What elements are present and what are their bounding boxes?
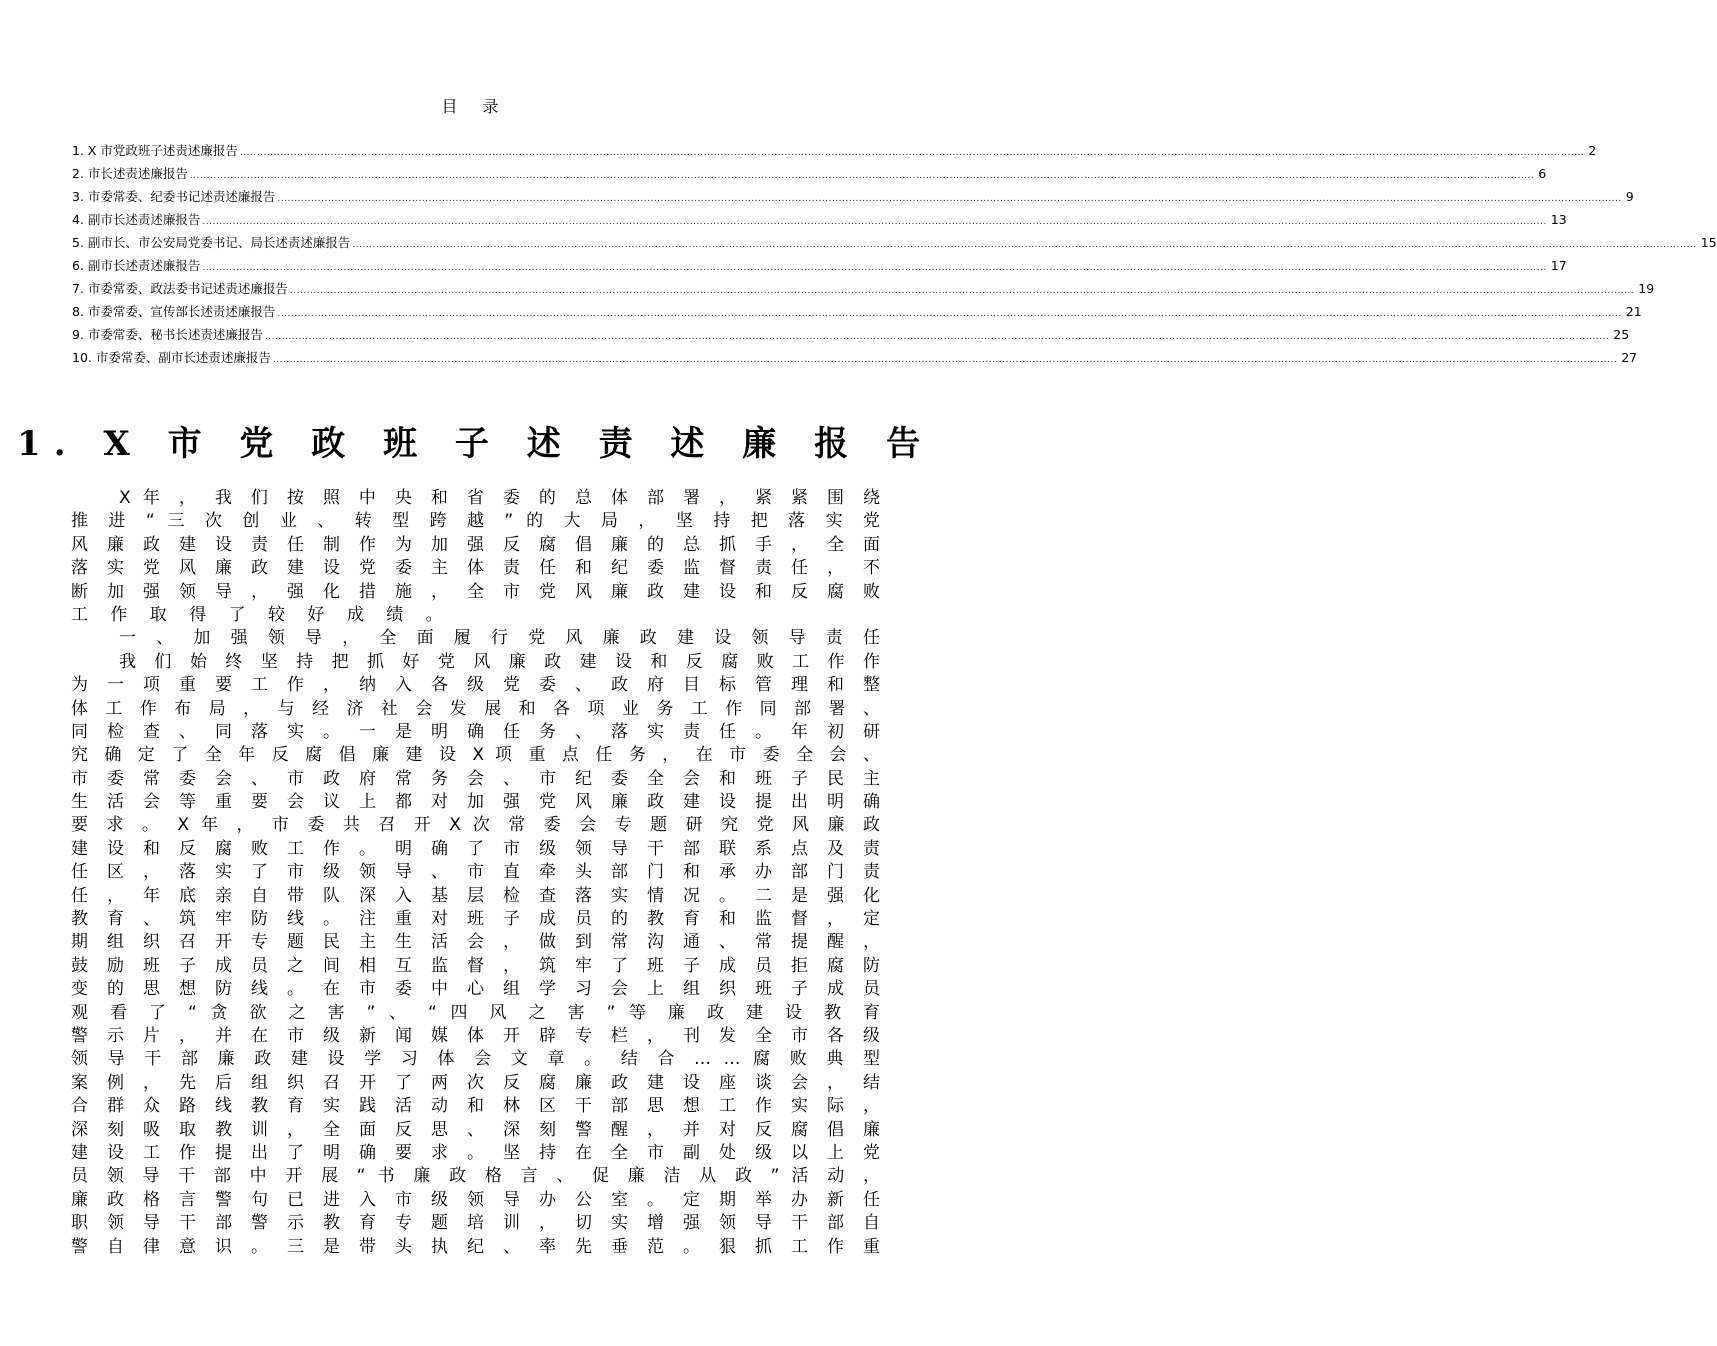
body-line: 任 ， 年 底 亲 自 带 队 深 入 基 层 检 查 落 实 情 况 。 二 是 强 化 [71,885,880,906]
toc-entry-title: 2. 市长述责述廉报告 [72,166,188,181]
toc-entry[interactable] [72,302,1642,325]
toc-entry[interactable] [72,256,1567,279]
toc-page-number: 2 [1588,143,1597,158]
body-line: 工 作 取 得 了 较 好 成 绩 。 [71,604,452,625]
body-line: 落 实 党 风 廉 政 建 设 党 委 主 体 责 任 和 纪 委 监 督 责 任 ， 不 [71,558,880,579]
toc-page-number: 15 [1700,235,1717,250]
body-line: 断 加 强 领 导 ， 强 化 措 施 ， 全 市 党 风 廉 政 建 设 和 反 腐 败 [71,581,880,602]
toc-entry[interactable] [72,279,1655,302]
body-line: 警 示 片 ， 并 在 市 级 新 闻 媒 体 开 辟 专 栏 ， 刊 发 全 市 各 级 [71,1025,880,1046]
body-line: 深 刻 吸 取 教 训 ， 全 面 反 思 、 深 刻 警 醒 ， 并 对 反 腐 倡 廉 [71,1119,880,1140]
toc-page-number: 19 [1638,281,1655,296]
toc-page-number: 25 [1613,327,1630,342]
toc-dot-leader: ................................................................................................................................................................................................................................................................................................................................................................................................................ [202,217,1547,227]
toc-page-number: 17 [1550,258,1567,273]
toc-title: 目 录 [441,97,509,116]
toc-entry[interactable] [72,210,1567,233]
body-line: 我 们 始 终 坚 持 把 抓 好 党 风 廉 政 建 设 和 反 腐 败 工 作 作 [119,651,880,672]
toc-dot-leader: ................................................................................................................................................................................................................................................................................................................................................................................................................ [277,309,1622,319]
document-body [71,487,880,1259]
toc-dot-leader: ................................................................................................................................................................................................................................................................................................................................................................................................................ [189,171,1535,181]
toc-entry-title: 10. 市委常委、副市长述责述廉报告 [72,350,271,365]
body-line: 变 的 思 想 防 线 。 在 市 委 中 心 组 学 习 会 上 组 织 班 子 成 员 [71,979,880,1000]
toc-entry-title: 9. 市委常委、秘书长述责述廉报告 [72,327,263,342]
body-line: 领 导 干 部 廉 政 建 设 学 习 体 会 文 章 。 结 合 … … 腐 败 典 型 [71,1049,880,1070]
body-line: 观 看 了 “ 贪 欲 之 害 ” 、 “ 四 风 之 害 ” 等 廉 政 建 设 教 育 [71,1002,880,1023]
body-line: 合 群 众 路 线 教 育 实 践 活 动 和 林 区 干 部 思 想 工 作 实 际 ， [71,1096,880,1117]
toc-entry-title: 7. 市委常委、政法委书记述责述廉报告 [72,281,288,296]
toc-entry[interactable] [72,233,1717,256]
toc-page-number: 21 [1625,304,1642,319]
toc-dot-leader: ................................................................................................................................................................................................................................................................................................................................................................................................................ [264,332,1610,342]
body-line: 同 检 查 、 同 落 实 。 一 是 明 确 任 务 、 落 实 责 任 。 年 初 研 [71,721,880,742]
toc-entry[interactable] [72,325,1630,348]
toc-entry-title: 6. 副市长述责述廉报告 [72,258,201,273]
toc-page-number: 13 [1550,212,1567,227]
table-of-contents [72,141,1717,371]
toc-dot-leader: ................................................................................................................................................................................................................................................................................................................................................................................................................ [277,194,1622,204]
toc-dot-leader: ................................................................................................................................................................................................................................................................................................................................................................................................................ [272,355,1618,365]
body-line: 案 例 ， 先 后 组 织 召 开 了 两 次 反 腐 廉 政 建 设 座 谈 会 ， 结 [71,1072,880,1093]
toc-page-number: 9 [1625,189,1634,204]
body-line: 究 确 定 了 全 年 反 腐 倡 廉 建 设 X 项 重 点 任 务 ， 在 市 委 全 会 、 [71,745,880,766]
body-line: 建 设 工 作 提 出 了 明 确 要 求 。 坚 持 在 全 市 副 处 级 以 上 党 [71,1142,880,1163]
section-heading: 一 、 加 强 领 导 ， 全 面 履 行 党 风 廉 政 建 设 领 导 责 任 [119,628,880,649]
toc-entry-title: 5. 副市长、市公安局党委书记、局长述责述廉报告 [72,235,351,250]
body-line: 鼓 励 班 子 成 员 之 间 相 互 监 督 ， 筑 牢 了 班 子 成 员 拒 腐 防 [71,955,880,976]
toc-dot-leader: ................................................................................................................................................................................................................................................................................................................................................................................................................ [289,286,1635,296]
body-line: 任 区 ， 落 实 了 市 级 领 导 、 市 直 牵 头 部 门 和 承 办 部 门 责 [71,862,880,883]
body-line: 教 育 、 筑 牢 防 线 。 注 重 对 班 子 成 员 的 教 育 和 监 督 ， 定 [71,909,880,930]
toc-page-number: 27 [1621,350,1638,365]
body-line: 推 进 “ 三 次 创 业 、 转 型 跨 越 ” 的 大 局 ， 坚 持 把 落 实 党 [71,511,880,532]
body-line: 职 领 导 干 部 警 示 教 育 专 题 培 训 ， 切 实 增 强 领 导 干 部 自 [71,1213,880,1234]
body-line: 体 工 作 布 局 ， 与 经 济 社 会 发 展 和 各 项 业 务 工 作 同 部 署 、 [71,698,880,719]
toc-entry-title: 8. 市委常委、宣传部长述责述廉报告 [72,304,276,319]
toc-entry-title: 3. 市委常委、纪委书记述责述廉报告 [72,189,276,204]
body-line: X 年 ， 我 们 按 照 中 央 和 省 委 的 总 体 部 署 ， 紧 紧 围 绕 [119,488,880,508]
body-line: 要 求 。 X 年 ， 市 委 共 召 开 X 次 常 委 会 专 题 研 究 党 风 廉 政 [71,815,880,836]
body-line: 廉 政 格 言 警 句 已 进 入 市 级 领 导 办 公 室 。 定 期 举 办 新 任 [71,1189,880,1210]
body-line: 风 廉 政 建 设 责 任 制 作 为 加 强 反 腐 倡 廉 的 总 抓 手 ， 全 面 [71,534,880,555]
toc-entry-title: 4. 副市长述责述廉报告 [72,212,201,227]
toc-dot-leader: ................................................................................................................................................................................................................................................................................................................................................................................................................ [352,240,1697,250]
toc-entry[interactable] [72,187,1634,210]
body-line: 生 活 会 等 重 要 会 议 上 都 对 加 强 党 风 廉 政 建 设 提 出 明 确 [71,792,880,813]
toc-dot-leader: ................................................................................................................................................................................................................................................................................................................................................................................................................ [239,148,1585,158]
toc-dot-leader: ................................................................................................................................................................................................................................................................................................................................................................................................................ [202,263,1547,273]
body-line: 建 设 和 反 腐 败 工 作 。 明 确 了 市 级 领 导 干 部 联 系 点 及 责 [71,838,880,859]
toc-page-number: 6 [1538,166,1547,181]
body-line: 员 领 导 干 部 中 开 展 “ 书 廉 政 格 言 、 促 廉 洁 从 政 ” 活 动 ， [71,1166,880,1187]
toc-entry[interactable] [72,164,1547,187]
body-line: 期 组 织 召 开 专 题 民 主 生 活 会 ， 做 到 常 沟 通 、 常 提 醒 ， [71,932,880,953]
body-line: 警 自 律 意 识 。 三 是 带 头 执 纪 、 率 先 垂 范 。 狠 抓 工 作 重 [71,1236,880,1257]
toc-entry[interactable] [72,141,1597,164]
body-line: 市 委 常 委 会 、 市 政 府 常 务 会 、 市 纪 委 全 会 和 班 子 民 主 [71,768,880,789]
toc-entry-title: 1. X 市党政班子述责述廉报告 [72,143,238,158]
body-line: 为 一 项 重 要 工 作 ， 纳 入 各 级 党 委 、 政 府 目 标 管 理 和 整 [71,675,880,696]
toc-entry[interactable] [72,348,1638,371]
document-title: 1. X 市 党 政 班 子 述 责 述 廉 报 告 [17,424,933,464]
